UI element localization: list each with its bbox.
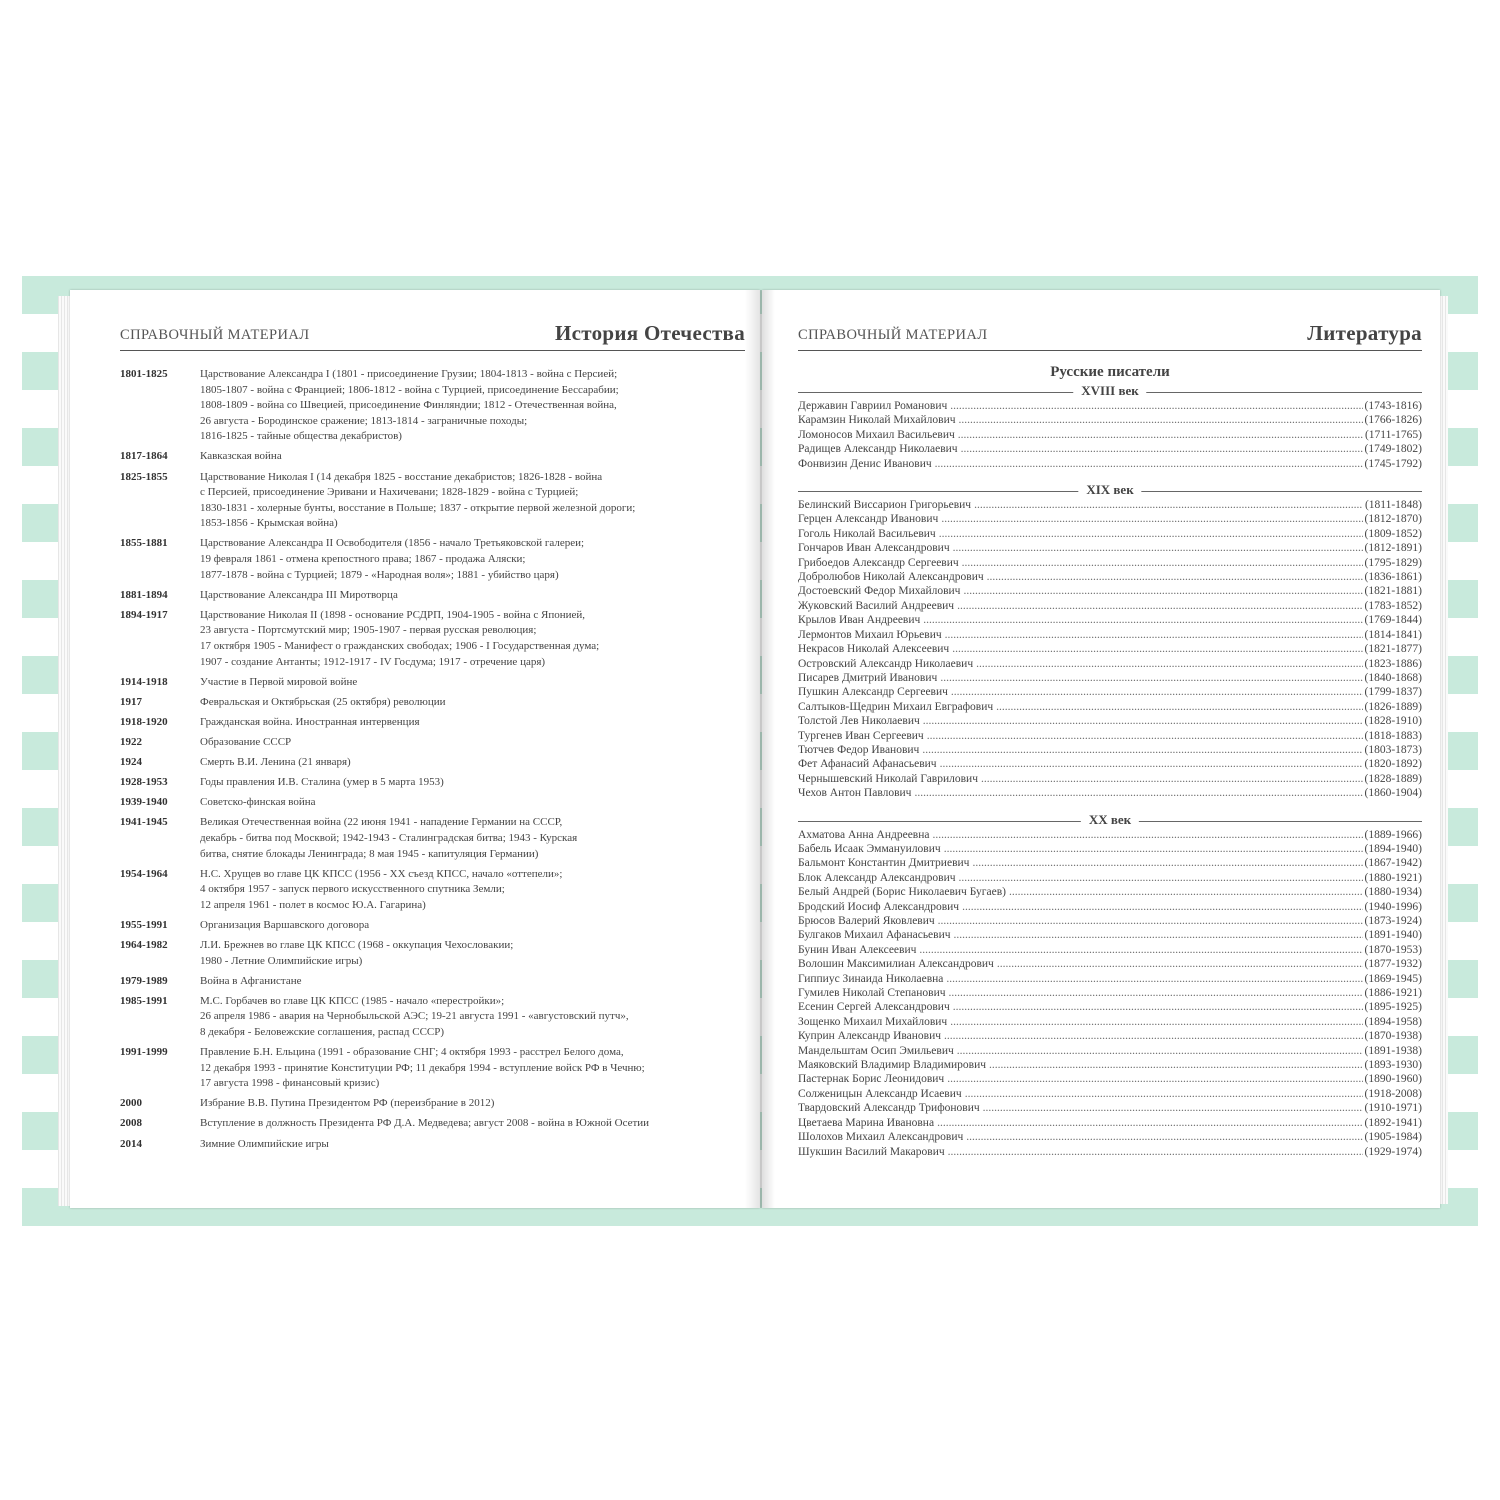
writer-name: Карамзин Николай Михайлович [798, 414, 956, 427]
writer-row [798, 957, 1422, 971]
writer-row [798, 527, 1422, 541]
timeline-event: Царствование Александра III Миротворца [200, 588, 398, 601]
writer-years: (1869-1945) [1364, 972, 1422, 985]
dot-leader [937, 1116, 1362, 1130]
writer-name: Добролюбов Николай Александрович [798, 571, 984, 584]
writer-years: (1877-1932) [1364, 958, 1422, 971]
writer-years: (1820-1892) [1364, 758, 1422, 771]
timeline-row [120, 675, 740, 691]
dot-leader [923, 613, 1362, 627]
timeline-row [120, 795, 740, 811]
timeline-row [120, 938, 740, 969]
right-page-header [798, 318, 1422, 351]
centuries-container [798, 383, 1422, 1159]
timeline-row [120, 449, 740, 465]
writer-years: (1880-1934) [1364, 886, 1422, 899]
timeline-event: Война в Афганистане [200, 974, 302, 987]
writer-name: Гумилев Николай Степанович [798, 987, 946, 1000]
writer-row [798, 1000, 1422, 1014]
writer-name: Герцен Александр Иванович [798, 513, 939, 526]
left-page-header [120, 318, 745, 351]
writer-name: Есенин Сергей Александрович [798, 1001, 950, 1014]
writers-section-title: Русские писатели [1050, 364, 1170, 380]
writer-row [798, 900, 1422, 914]
timeline-row [120, 695, 740, 711]
dot-leader [941, 512, 1362, 526]
writer-years: (1880-1921) [1364, 871, 1422, 884]
dot-leader [997, 957, 1363, 971]
writer-row [798, 943, 1422, 957]
writer-name: Тютчев Федор Иванович [798, 743, 920, 756]
dot-leader [951, 685, 1363, 699]
writer-name: Булгаков Михаил Афанасьевич [798, 929, 951, 942]
writer-years: (1870-1953) [1364, 943, 1422, 956]
timeline-row [120, 1137, 740, 1153]
timeline-year: 1955-1991 [120, 918, 168, 931]
dot-leader [950, 1015, 1362, 1029]
timeline-row [120, 715, 740, 731]
writer-row [798, 772, 1422, 786]
writer-years: (1836-1861) [1364, 571, 1422, 584]
writer-row [798, 1101, 1422, 1115]
dot-leader [1009, 885, 1363, 899]
dot-leader [958, 428, 1363, 442]
writer-years: (1840-1868) [1364, 671, 1422, 684]
timeline-event: Н.С. Хрущев во главе ЦК КПСС (1956 - XX съезд КПСС, начало «оттепели»; 4 октября 1957 - запуск первого искусственного спутника Земли; 12 апреля 1961 - полет в космос Ю.А. Гагарина) [200, 867, 563, 911]
writer-years: (1821-1881) [1364, 585, 1422, 598]
dot-leader [950, 399, 1362, 413]
writer-years: (1814-1841) [1364, 628, 1422, 641]
writer-years: (1828-1889) [1364, 772, 1422, 785]
writer-row [798, 928, 1422, 942]
dot-leader [957, 599, 1362, 613]
timeline-event: Вступление в должность Президента РФ Д.А. Медведева; август 2008 - война в Южной Осетии [200, 1117, 650, 1130]
dot-leader [922, 743, 1362, 757]
dot-leader [957, 1044, 1363, 1058]
writer-years: (1860-1904) [1364, 787, 1422, 800]
dot-leader [949, 986, 1363, 1000]
writer-name: Бунин Иван Алексеевич [798, 943, 917, 956]
writer-years: (1809-1852) [1364, 527, 1422, 540]
writer-name: Чернышевский Николай Гаврилович [798, 772, 978, 785]
dot-leader [946, 972, 1362, 986]
writer-years: (1894-1958) [1364, 1015, 1422, 1028]
dot-leader [972, 856, 1362, 870]
dot-leader [974, 498, 1363, 512]
writer-years: (1745-1792) [1364, 457, 1422, 470]
timeline-year: 1941-1945 [120, 816, 168, 829]
timeline-year: 1801-1825 [120, 368, 168, 380]
writer-years: (1889-1966) [1364, 828, 1422, 841]
dot-leader [939, 527, 1363, 541]
dot-leader [996, 700, 1362, 714]
writer-name: Белинский Виссарион Григорьевич [798, 499, 972, 512]
timeline-year: 1894-1917 [120, 608, 168, 621]
dot-leader [947, 1072, 1362, 1086]
timeline-year: 1914-1918 [120, 675, 168, 688]
writer-years: (1766-1826) [1364, 414, 1422, 427]
timeline-event: Великая Отечественная война (22 июня 1941 - нападение Германии на СССР, декабрь - битва под Москвой; 1942-1943 - Сталинградская битва; 1943 - Курская битва, снятие блокады Ленинграда; 8 мая 1945 - капитуляция Германии) [200, 816, 578, 860]
writer-row [798, 442, 1422, 456]
writer-row [798, 885, 1422, 899]
writer-row [798, 1015, 1422, 1029]
century-name: XIX век [1078, 482, 1141, 498]
timeline-row [120, 367, 740, 445]
writer-row [798, 972, 1422, 986]
timeline-row [120, 974, 740, 990]
writer-row [798, 1145, 1422, 1159]
writer-years: (1749-1802) [1364, 443, 1422, 456]
timeline-year: 1817-1864 [120, 450, 168, 463]
timeline-row [120, 775, 740, 791]
writer-years: (1918-2008) [1364, 1087, 1422, 1100]
writer-name: Шукшин Василий Макарович [798, 1145, 945, 1158]
timeline-event: М.С. Горбачев во главе ЦК КПСС (1985 - начало «перестройки»; 26 апреля 1986 - авария на Чернобыльской АЭС; 19-21 августа 1991 - «августовский путч», 8 декабря - Беловежские соглашения, распад СССР) [200, 994, 629, 1038]
century-name: XVIII век [1073, 383, 1146, 399]
timeline-year: 1881-1894 [120, 588, 168, 601]
timeline-year: 1917 [120, 695, 142, 708]
writer-name: Бальмонт Константин Дмитриевич [798, 857, 970, 870]
writer-years: (1743-1816) [1364, 400, 1422, 412]
timeline-year: 2014 [120, 1137, 142, 1150]
writer-row [798, 498, 1422, 512]
writer-row [798, 1044, 1422, 1058]
writer-years: (1803-1873) [1364, 743, 1422, 756]
writer-row [798, 1072, 1422, 1086]
writer-years: (1886-1921) [1364, 987, 1422, 1000]
writer-row [798, 871, 1422, 885]
timeline-year: 1964-1982 [120, 939, 168, 951]
dot-leader [959, 871, 1363, 885]
writer-years: (1818-1883) [1364, 729, 1422, 742]
writer-name: Лермонтов Михаил Юрьевич [798, 628, 942, 641]
timeline-year: 1939-1940 [120, 796, 168, 809]
writer-years: (1826-1889) [1364, 700, 1422, 713]
writer-row [798, 541, 1422, 555]
writer-row [798, 413, 1422, 427]
dot-leader [961, 442, 1363, 456]
writer-years: (1821-1877) [1364, 643, 1422, 656]
timeline-event: Кавказская война [200, 450, 282, 463]
timeline-year: 1924 [120, 756, 142, 769]
writer-row [798, 700, 1422, 714]
writer-years: (1769-1844) [1364, 614, 1422, 627]
writer-row [798, 914, 1422, 928]
dot-leader [927, 729, 1363, 743]
dot-leader [938, 914, 1363, 928]
writer-name: Некрасов Николай Алексеевич [798, 643, 950, 656]
timeline-event: Правление Б.Н. Ельцина (1991 - образование СНГ; 4 октября 1993 - расстрел Белого дома, 12 декабря 1993 - принятие Конституции РФ; 11 декабря 1994 - вступление войск РФ в Чечню; 17 августа 1998 - финансовый кризис) [200, 1046, 645, 1090]
writer-row [798, 584, 1422, 598]
timeline-year: 2008 [120, 1117, 142, 1130]
dot-leader [940, 671, 1362, 685]
writer-years: (1873-1924) [1364, 915, 1422, 927]
timeline-row [120, 815, 740, 862]
writer-years: (1867-1942) [1364, 857, 1422, 870]
writer-name: Тургенев Иван Сергеевич [798, 729, 924, 742]
writer-name: Солженицын Александр Исаевич [798, 1087, 962, 1100]
writer-name: Крылов Иван Андреевич [798, 614, 921, 627]
history-timeline [120, 367, 740, 1157]
writer-name: Писарев Дмитрий Иванович [798, 671, 938, 684]
timeline-year: 1979-1989 [120, 974, 168, 987]
timeline-row [120, 608, 740, 670]
dot-leader [966, 1130, 1362, 1144]
timeline-row [120, 1116, 740, 1132]
right-header-title: Литература [1307, 321, 1422, 345]
writer-row [798, 613, 1422, 627]
writer-years: (1812-1891) [1364, 542, 1422, 555]
dot-leader [945, 628, 1363, 642]
writer-years: (1811-1848) [1364, 499, 1422, 512]
writer-row [798, 1116, 1422, 1130]
timeline-row [120, 918, 740, 934]
dot-leader [962, 556, 1363, 570]
timeline-year: 1954-1964 [120, 867, 168, 880]
timeline-event: Царствование Александра II Освободителя (1856 - начало Третьяковской галереи; 19 февраля 1861 - отмена крепостного права; 1867 - продажа Аляски; 1877-1878 - война с Турцией; 1879 - «Народная воля»; 1881 - убийство царя) [200, 537, 585, 581]
timeline-event: Советско-финская война [200, 796, 316, 809]
timeline-row [120, 1045, 740, 1092]
timeline-event: Избрание В.В. Путина Президентом РФ (переизбрание в 2012) [200, 1097, 495, 1110]
writer-years: (1894-1940) [1364, 842, 1422, 855]
writer-row [798, 743, 1422, 757]
writer-row [798, 1058, 1422, 1072]
dot-leader [953, 541, 1363, 555]
writer-row [798, 786, 1422, 800]
spine-shadow [745, 290, 775, 1208]
writer-row [798, 714, 1422, 728]
timeline-event: Смерть В.И. Ленина (21 января) [200, 756, 351, 769]
timeline-row [120, 588, 740, 604]
dot-leader [940, 757, 1363, 771]
writer-years: (1895-1925) [1364, 1001, 1422, 1014]
writer-row [798, 570, 1422, 584]
writer-years: (1711-1765) [1364, 428, 1422, 441]
timeline-event: Зимние Олимпийские игры [200, 1137, 329, 1150]
writer-name: Достоевский Федор Михайлович [798, 585, 961, 598]
left-header-label: СПРАВОЧНЫЙ МАТЕРИАЛ [120, 327, 310, 343]
writer-name: Салтыков-Щедрин Михаил Евграфович [798, 700, 994, 713]
timeline-event: Царствование Николая I (14 декабря 1825 - восстание декабристов; 1826-1828 - война с Персией, присоединение Эривани и Нахичевани; 1828-1829 - война с Турцией; 1830-1831 - холерные бунты, восстание в Польше; 1837 - открытие первой железной дороги; 1853-1856 - Крымская война) [200, 470, 636, 530]
dot-leader [963, 584, 1362, 598]
dot-leader [976, 657, 1362, 671]
timeline-event: Участие в Первой мировой войне [200, 675, 358, 688]
writer-row [798, 642, 1422, 656]
writer-name: Гоголь Николай Васильевич [798, 527, 936, 540]
dot-leader [914, 786, 1362, 800]
writer-name: Твардовский Александр Трифонович [798, 1102, 980, 1115]
writer-years: (1891-1940) [1364, 929, 1422, 942]
timeline-year: 1825-1855 [120, 470, 168, 483]
dot-leader [953, 1000, 1363, 1014]
writer-years: (1823-1886) [1364, 657, 1422, 670]
writer-name: Бабель Исаак Эммануилович [798, 842, 941, 855]
timeline-year: 1985-1991 [120, 994, 168, 1007]
left-header-title: История Отечества [554, 321, 745, 345]
timeline-event: Организация Варшавского договора [200, 918, 370, 931]
writer-name: Пастернак Борис Леонидович [798, 1073, 945, 1086]
writer-name: Блок Александр Александрович [798, 871, 956, 884]
writer-name: Маяковский Владимир Владимирович [798, 1059, 987, 1072]
dot-leader [981, 772, 1363, 786]
writer-name: Фет Афанасий Афанасьевич [798, 758, 937, 771]
writer-years: (1905-1984) [1364, 1131, 1422, 1144]
dot-leader [923, 714, 1363, 728]
timeline-row [120, 994, 740, 1041]
timeline-event: Царствование Александра I (1801 - присоединение Грузии; 1804-1813 - война с Персией; 1805-1807 - война с Францией; 1806-1812 - война с Турцией, присоединение Бессарабии; 1808-1809 - война со Швецией, присоединение Финляндии; 1812 - Отечественная война, 26 августа - Бородинское сражение; 1813-1814 - заграничные походы; 1816-1825 - тайные общества декабристов) [200, 368, 619, 443]
writer-row [798, 1087, 1422, 1101]
timeline-year: 1991-1999 [120, 1046, 168, 1059]
writer-row [798, 399, 1422, 413]
century-gap [798, 801, 1422, 811]
writer-name: Цветаева Марина Ивановна [798, 1116, 935, 1129]
writer-years: (1870-1938) [1364, 1030, 1422, 1043]
dot-leader [983, 1101, 1363, 1115]
timeline-row [120, 867, 740, 914]
writer-years: (1890-1960) [1364, 1073, 1422, 1086]
writer-name: Белый Андрей (Борис Николаевич Бугаев) [798, 886, 1006, 899]
dot-leader [933, 828, 1363, 842]
century-heading [798, 383, 1422, 399]
writer-row [798, 628, 1422, 642]
writer-years: (1828-1910) [1364, 715, 1422, 728]
century-name: XX век [1081, 812, 1139, 828]
writer-years: (1891-1938) [1364, 1044, 1422, 1057]
writer-row [798, 599, 1422, 613]
timeline-event: Годы правления И.В. Сталина (умер в 5 марта 1953) [200, 776, 444, 789]
writer-row [798, 842, 1422, 856]
timeline-year: 1928-1953 [120, 776, 168, 789]
writer-years: (1783-1852) [1364, 599, 1422, 612]
writer-row [798, 556, 1422, 570]
century-heading [798, 812, 1422, 828]
dot-leader [954, 928, 1363, 942]
timeline-row [120, 536, 740, 583]
writer-name: Жуковский Василий Андреевич [798, 599, 955, 612]
dot-leader [965, 1087, 1363, 1101]
timeline-event: Царствование Николая II (1898 - основание РСДРП, 1904-1905 - война с Японией, 23 августа - Портсмутский мир; 1905-1907 - первая русская революция; 17 октября 1905 - Манифест о гражданских свободах; 1906 - I Государственная дума; 1907 - создание Антанты; 1912-1917 - IV Госдума; 1917 - отречение царя) [200, 608, 600, 668]
writer-row [798, 685, 1422, 699]
dot-leader [952, 642, 1362, 656]
writer-years: (1795-1829) [1364, 556, 1422, 569]
writer-name: Куприн Александр Иванович [798, 1030, 942, 1043]
timeline-event: Гражданская война. Иностранная интервенция [200, 715, 420, 728]
writer-row [798, 671, 1422, 685]
timeline-row [120, 735, 740, 751]
writer-row [798, 428, 1422, 442]
timeline-row [120, 755, 740, 771]
writer-name: Островский Александр Николаевич [798, 657, 974, 670]
writer-row [798, 828, 1422, 842]
writer-name: Ломоносов Михаил Васильевич [798, 428, 955, 441]
timeline-year: 2000 [120, 1097, 142, 1110]
writer-years: (1892-1941) [1364, 1116, 1422, 1129]
writer-name: Ахматова Анна Андреевна [798, 828, 930, 841]
dot-leader [987, 570, 1363, 584]
writer-row [798, 1130, 1422, 1144]
dot-leader [919, 943, 1362, 957]
timeline-event: Л.И. Брежнев во главе ЦК КПСС (1968 - оккупация Чехословакии; 1980 - Летние Олимпийские игры) [200, 939, 514, 967]
right-header-label: СПРАВОЧНЫЙ МАТЕРИАЛ [798, 327, 988, 343]
dot-leader [948, 1145, 1363, 1159]
writer-name: Державин Гавриил Романович [798, 400, 948, 412]
dot-leader [944, 842, 1363, 856]
writer-row [798, 856, 1422, 870]
writer-name: Шолохов Михаил Александрович [798, 1131, 964, 1144]
writer-years: (1812-1870) [1364, 513, 1422, 526]
writer-row [798, 729, 1422, 743]
writer-row [798, 657, 1422, 671]
dot-leader [989, 1058, 1362, 1072]
timeline-year: 1855-1881 [120, 537, 168, 550]
dot-leader [959, 413, 1363, 427]
writer-name: Волошин Максимилиан Александрович [798, 958, 994, 971]
writer-row [798, 457, 1422, 471]
century-heading [798, 482, 1422, 498]
writer-row [798, 512, 1422, 526]
timeline-row [120, 1096, 740, 1112]
writers-list [798, 362, 1422, 1159]
writer-name: Бродский Иосиф Александрович [798, 900, 960, 913]
dot-leader [944, 1029, 1362, 1043]
writer-name: Брюсов Валерий Яковлевич [798, 915, 935, 927]
writer-name: Грибоедов Александр Сергеевич [798, 556, 959, 569]
dot-leader [935, 457, 1363, 471]
century-gap [798, 471, 1422, 481]
timeline-year: 1918-1920 [120, 715, 168, 728]
writer-row [798, 1029, 1422, 1043]
writer-name: Чехов Антон Павлович [798, 787, 912, 800]
writer-years: (1940-1996) [1364, 900, 1422, 913]
writer-years: (1893-1930) [1364, 1059, 1422, 1072]
timeline-event: Февральская и Октябрьская (25 октября) революции [200, 695, 446, 708]
writer-name: Гончаров Иван Александрович [798, 542, 950, 555]
writer-name: Радищев Александр Николаевич [798, 443, 958, 456]
writer-name: Толстой Лев Николаевич [798, 715, 920, 728]
writer-years: (1929-1974) [1364, 1145, 1422, 1158]
writer-name: Мандельштам Осип Эмильевич [798, 1044, 954, 1057]
dot-leader [962, 900, 1362, 914]
writer-name: Фонвизин Денис Иванович [798, 457, 932, 470]
writer-row [798, 757, 1422, 771]
writer-row [798, 986, 1422, 1000]
timeline-row [120, 470, 740, 532]
timeline-year: 1922 [120, 735, 142, 748]
writer-name: Пушкин Александр Сергеевич [798, 686, 948, 699]
writer-years: (1799-1837) [1364, 686, 1422, 699]
writer-name: Гиппиус Зинаида Николаевна [798, 972, 944, 985]
timeline-event: Образование СССР [200, 735, 292, 748]
writer-name: Зощенко Михаил Михайлович [798, 1015, 948, 1028]
writer-years: (1910-1971) [1364, 1102, 1422, 1115]
